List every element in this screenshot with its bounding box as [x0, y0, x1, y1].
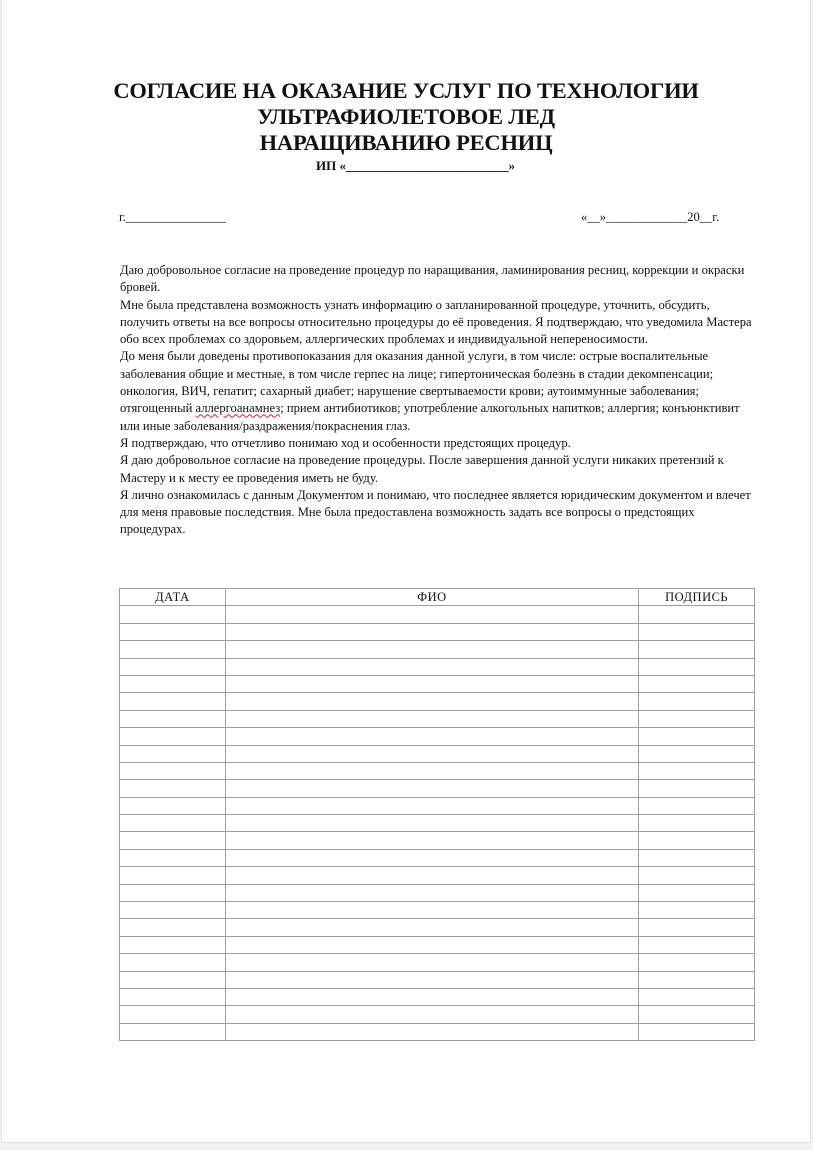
table-row — [120, 658, 755, 675]
table-row — [120, 693, 755, 710]
name-cell — [225, 832, 638, 849]
table-row — [120, 954, 755, 971]
date-cell — [120, 832, 226, 849]
contraindications-text-end: ; прием антибиотиков; употребление алкогольных напитков; аллергия; конъюнктивит или иные заболевания/раздражения/покраснения глаз. — [120, 401, 740, 433]
date-cell — [120, 606, 226, 623]
date-cell — [120, 936, 226, 953]
table-row — [120, 641, 755, 658]
date-cell — [120, 919, 226, 936]
table-row — [120, 1023, 755, 1040]
table-row — [120, 762, 755, 779]
paragraph-understanding: Я подтверждаю, что отчетливо понимаю ход и особенности предстоящих процедур. — [120, 435, 571, 450]
signature-table-body — [120, 606, 755, 1041]
date-cell — [120, 745, 226, 762]
signature-cell — [639, 1006, 755, 1023]
name-cell — [225, 797, 638, 814]
name-cell — [225, 971, 638, 988]
date-cell — [120, 797, 226, 814]
table-row — [120, 780, 755, 797]
table-row — [120, 936, 755, 953]
signature-cell — [639, 710, 755, 727]
date-cell — [120, 884, 226, 901]
signature-cell — [639, 606, 755, 623]
table-row — [120, 1006, 755, 1023]
spellcheck-underlined-word: аллергоанамнез — [195, 401, 281, 416]
document-page — [1, 0, 811, 1143]
table-row — [120, 971, 755, 988]
date-cell — [120, 780, 226, 797]
name-cell — [225, 1023, 638, 1040]
signature-cell — [639, 936, 755, 953]
signature-cell — [639, 971, 755, 988]
title-line-1: СОГЛАСИЕ НА ОКАЗАНИЕ УСЛУГ ПО ТЕХНОЛОГИИ — [113, 78, 699, 103]
signature-cell — [639, 780, 755, 797]
table-row — [120, 884, 755, 901]
signature-cell — [639, 1023, 755, 1040]
signature-cell — [639, 693, 755, 710]
date-cell — [120, 954, 226, 971]
table-row — [120, 606, 755, 623]
date-cell — [120, 867, 226, 884]
name-cell — [225, 902, 638, 919]
date-cell — [120, 623, 226, 640]
signature-cell — [639, 762, 755, 779]
column-header-signature: ПОДПИСЬ — [639, 589, 755, 606]
paragraph-acknowledgement: Я лично ознакомилась с данным Документом и понимаю, что последнее является юридическим документом и влечет для меня правовые последствия. Мне была предоставлена возможность задать все вопросы о предстоящих процедурах. — [120, 487, 751, 537]
date-cell — [120, 902, 226, 919]
signature-cell — [639, 797, 755, 814]
table-row — [120, 988, 755, 1005]
table-row — [120, 745, 755, 762]
name-cell — [225, 919, 638, 936]
name-cell — [225, 693, 638, 710]
table-row — [120, 902, 755, 919]
paragraph-contraindications — [120, 348, 760, 434]
date-cell — [120, 849, 226, 866]
name-cell — [225, 658, 638, 675]
name-cell — [225, 936, 638, 953]
date-line: «__»_____________20__г. — [581, 210, 720, 224]
name-cell — [225, 988, 638, 1005]
signature-cell — [639, 954, 755, 971]
date-cell — [120, 1006, 226, 1023]
table-row — [120, 797, 755, 814]
signature-cell — [639, 832, 755, 849]
table-row — [120, 832, 755, 849]
name-cell — [225, 641, 638, 658]
signature-cell — [639, 745, 755, 762]
name-cell — [225, 762, 638, 779]
signature-cell — [639, 641, 755, 658]
date-cell — [120, 728, 226, 745]
date-cell — [120, 988, 226, 1005]
column-header-name: ФИО — [225, 589, 638, 606]
column-header-date: ДАТА — [120, 589, 226, 606]
name-cell — [225, 867, 638, 884]
table-row — [120, 849, 755, 866]
date-cell — [120, 658, 226, 675]
table-row — [120, 867, 755, 884]
signature-cell — [639, 884, 755, 901]
paragraph-no-claims: Я даю добровольное согласие на проведение процедуры. После завершения данной услуги никаких претензий к Мастеру и к месту ее проведения иметь не буду. — [120, 453, 724, 485]
date-cell — [120, 641, 226, 658]
name-cell — [225, 1006, 638, 1023]
name-cell — [225, 815, 638, 832]
signature-cell — [639, 849, 755, 866]
signature-cell — [639, 867, 755, 884]
date-cell — [120, 1023, 226, 1040]
table-row — [120, 710, 755, 727]
name-cell — [225, 675, 638, 692]
title-line-3: НАРАЩИВАНИЮ РЕСНИЦ — [259, 130, 553, 155]
signature-cell — [639, 919, 755, 936]
table-row — [120, 728, 755, 745]
table-row — [120, 919, 755, 936]
name-cell — [225, 728, 638, 745]
date-cell — [120, 693, 226, 710]
name-cell — [225, 606, 638, 623]
name-cell — [225, 954, 638, 971]
date-cell — [120, 762, 226, 779]
name-cell — [225, 710, 638, 727]
table-header-row — [120, 589, 755, 606]
table-row — [120, 675, 755, 692]
signature-cell — [639, 902, 755, 919]
date-cell — [120, 815, 226, 832]
name-cell — [225, 884, 638, 901]
date-cell — [120, 675, 226, 692]
title-line-2: УЛЬТРАФИОЛЕТОВОЕ ЛЕД — [257, 104, 555, 129]
city-line: г.________________ — [119, 210, 226, 224]
consent-text — [120, 262, 760, 539]
signature-table — [119, 588, 755, 1041]
signature-cell — [639, 728, 755, 745]
name-cell — [225, 849, 638, 866]
signature-cell — [639, 623, 755, 640]
contraindications-text-start: До меня были доведены противопоказания для оказания данной услуги, в том числе: острые воспалительные заболевания общие и местные, в том числе герпес на лице; гипертоническая болезнь в стадии декомпенсации; онкология, ВИЧ, гепатит; сахарный диабет; нарушение свертываемости крови; аутоиммунные заболевания; отягощенный — [120, 349, 714, 416]
name-cell — [225, 780, 638, 797]
paragraph-consent: Даю добровольное согласие на проведение процедур по наращивания, ламинирования ресниц, коррекции и окраски бровей. — [120, 263, 745, 295]
date-cell — [120, 710, 226, 727]
signature-cell — [639, 658, 755, 675]
name-cell — [225, 623, 638, 640]
ip-line: ИП «_________________________» — [316, 158, 515, 173]
signature-cell — [639, 988, 755, 1005]
signature-cell — [639, 675, 755, 692]
table-row — [120, 623, 755, 640]
name-cell — [225, 745, 638, 762]
table-row — [120, 815, 755, 832]
signature-cell — [639, 815, 755, 832]
document-title — [2, 78, 810, 156]
paragraph-information: Мне была представлена возможность узнать информацию о запланированной процедуре, уточнить, обсудить, получить ответы на все вопросы относительно процедуры до её проведения. Я подтверждаю, что уведомила Мастера обо всех проблемах со здоровьем, аллергических проблемах и индивидуальной непереносимости. — [120, 297, 752, 347]
date-cell — [120, 971, 226, 988]
